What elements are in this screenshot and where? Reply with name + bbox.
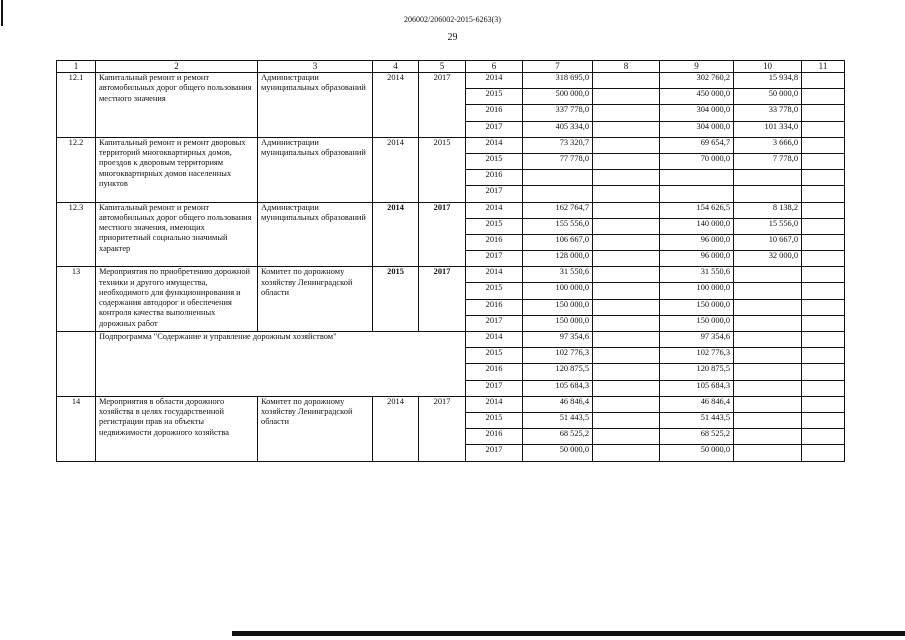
col8-amount: [593, 315, 660, 331]
start-year: 2014: [373, 202, 419, 267]
regional-budget-amount: 304 000,0: [660, 105, 734, 121]
start-year: 2014: [373, 396, 419, 461]
row-number: 14: [57, 396, 96, 461]
start-year: 2014: [373, 137, 419, 202]
local-budget-amount: 8 138,2: [734, 202, 802, 218]
executor-org: Администрации муниципальных образований: [258, 137, 373, 202]
measure-name: Капитальный ремонт и ремонт дворовых территорий многоквартирных домов, проездов к дворовым территориям многоквартирных домов населенных пунктов: [96, 137, 258, 202]
total-amount: 318 695,0: [523, 73, 593, 89]
funding-year: 2014: [466, 202, 523, 218]
funding-year: 2016: [466, 364, 523, 380]
total-amount: 120 875,5: [523, 364, 593, 380]
measure-name: Капитальный ремонт и ремонт автомобильных дорог общего пользования местного значения: [96, 73, 258, 138]
table-row: [57, 267, 845, 283]
column-header: 4: [373, 61, 419, 73]
local-budget-amount: [734, 364, 802, 380]
col8-amount: [593, 412, 660, 428]
col11-amount: [802, 380, 845, 396]
funding-year: 2017: [466, 380, 523, 396]
col8-amount: [593, 429, 660, 445]
column-header: 9: [660, 61, 734, 73]
col11-amount: [802, 429, 845, 445]
local-budget-amount: 101 334,0: [734, 121, 802, 137]
table-body: [57, 61, 845, 462]
col8-amount: [593, 251, 660, 267]
col11-amount: [802, 105, 845, 121]
local-budget-amount: [734, 186, 802, 202]
measure-name: Мероприятия по приобретению дорожной техники и другого имущества, необходимого для функционирования и содержания автодорог и обеспечения контроля качества выполненных дорожных работ: [96, 267, 258, 332]
funding-year: 2017: [466, 186, 523, 202]
col11-amount: [802, 89, 845, 105]
col11-amount: [802, 251, 845, 267]
table-row: [57, 202, 845, 218]
end-year: 2017: [419, 202, 466, 267]
total-amount: 405 334,0: [523, 121, 593, 137]
total-amount: 77 778,0: [523, 153, 593, 169]
regional-budget-amount: 96 000,0: [660, 251, 734, 267]
column-header: 3: [258, 61, 373, 73]
col11-amount: [802, 299, 845, 315]
local-budget-amount: [734, 348, 802, 364]
executor-org: Комитет по дорожному хозяйству Ленинградской области: [258, 396, 373, 461]
column-header: 8: [593, 61, 660, 73]
col8-amount: [593, 267, 660, 283]
col8-amount: [593, 380, 660, 396]
table-row: [57, 137, 845, 153]
local-budget-amount: [734, 170, 802, 186]
local-budget-amount: [734, 412, 802, 428]
end-year: 2017: [419, 396, 466, 461]
local-budget-amount: [734, 283, 802, 299]
funding-year: 2015: [466, 348, 523, 364]
col11-amount: [802, 412, 845, 428]
col11-amount: [802, 73, 845, 89]
regional-budget-amount: 102 776,3: [660, 348, 734, 364]
regional-budget-amount: 96 000,0: [660, 234, 734, 250]
col11-amount: [802, 121, 845, 137]
start-year: 2015: [373, 267, 419, 332]
col8-amount: [593, 445, 660, 461]
col11-amount: [802, 153, 845, 169]
local-budget-amount: 33 778,0: [734, 105, 802, 121]
col11-amount: [802, 137, 845, 153]
col8-amount: [593, 121, 660, 137]
col11-amount: [802, 186, 845, 202]
regional-budget-amount: 154 626,5: [660, 202, 734, 218]
regional-budget-amount: 105 684,3: [660, 380, 734, 396]
row-number: 12.2: [57, 137, 96, 202]
col8-amount: [593, 332, 660, 348]
local-budget-amount: 7 778,0: [734, 153, 802, 169]
funding-year: 2016: [466, 429, 523, 445]
regional-budget-amount: 150 000,0: [660, 315, 734, 331]
column-header-row: [57, 61, 845, 73]
start-year: 2014: [373, 73, 419, 138]
col11-amount: [802, 332, 845, 348]
col8-amount: [593, 396, 660, 412]
measure-name: Мероприятия в области дорожного хозяйства в целях государственной регистрации прав на объекты недвижимости дорожного хозяйства: [96, 396, 258, 461]
funding-year: 2014: [466, 73, 523, 89]
end-year: 2017: [419, 267, 466, 332]
col11-amount: [802, 364, 845, 380]
end-year: 2017: [419, 73, 466, 138]
total-amount: 106 667,0: [523, 234, 593, 250]
col11-amount: [802, 445, 845, 461]
funding-year: 2017: [466, 121, 523, 137]
executor-org: Комитет по дорожному хозяйству Ленинградской области: [258, 267, 373, 332]
program-funding-table: [56, 60, 845, 462]
regional-budget-amount: 140 000,0: [660, 218, 734, 234]
col8-amount: [593, 186, 660, 202]
total-amount: 162 764,7: [523, 202, 593, 218]
regional-budget-amount: 50 000,0: [660, 445, 734, 461]
column-header: 2: [96, 61, 258, 73]
total-amount: 68 525,2: [523, 429, 593, 445]
col11-amount: [802, 234, 845, 250]
regional-budget-amount: 150 000,0: [660, 299, 734, 315]
regional-budget-amount: 302 760,2: [660, 73, 734, 89]
local-budget-amount: 10 667,0: [734, 234, 802, 250]
funding-year: 2017: [466, 251, 523, 267]
local-budget-amount: 3 666,0: [734, 137, 802, 153]
funding-year: 2016: [466, 234, 523, 250]
executor-org: Администрации муниципальных образований: [258, 202, 373, 267]
local-budget-amount: [734, 315, 802, 331]
col8-amount: [593, 364, 660, 380]
regional-budget-amount: 51 443,5: [660, 412, 734, 428]
col8-amount: [593, 218, 660, 234]
col11-amount: [802, 348, 845, 364]
total-amount: 73 320,7: [523, 137, 593, 153]
table-row: [57, 332, 845, 348]
local-budget-amount: [734, 380, 802, 396]
col11-amount: [802, 267, 845, 283]
funding-year: 2017: [466, 315, 523, 331]
column-header: 1: [57, 61, 96, 73]
funding-year: 2016: [466, 105, 523, 121]
column-header: 10: [734, 61, 802, 73]
column-header: 11: [802, 61, 845, 73]
regional-budget-amount: 69 654,7: [660, 137, 734, 153]
table-row: [57, 73, 845, 89]
regional-budget-amount: 100 000,0: [660, 283, 734, 299]
executor-org: Администрации муниципальных образований: [258, 73, 373, 138]
total-amount: [523, 170, 593, 186]
regional-budget-amount: [660, 170, 734, 186]
col11-amount: [802, 396, 845, 412]
local-budget-amount: 50 000,0: [734, 89, 802, 105]
regional-budget-amount: 304 000,0: [660, 121, 734, 137]
col8-amount: [593, 283, 660, 299]
total-amount: 500 000,0: [523, 89, 593, 105]
total-amount: 100 000,0: [523, 283, 593, 299]
total-amount: 155 556,0: [523, 218, 593, 234]
funding-year: 2014: [466, 332, 523, 348]
regional-budget-amount: [660, 186, 734, 202]
funding-year: 2015: [466, 412, 523, 428]
total-amount: 97 354,6: [523, 332, 593, 348]
blank-number-cell: [57, 332, 96, 397]
column-header: 7: [523, 61, 593, 73]
regional-budget-amount: 68 525,2: [660, 429, 734, 445]
funding-year: 2016: [466, 299, 523, 315]
column-header: 6: [466, 61, 523, 73]
col8-amount: [593, 153, 660, 169]
funding-year: 2017: [466, 445, 523, 461]
column-header: 5: [419, 61, 466, 73]
local-budget-amount: [734, 267, 802, 283]
local-budget-amount: [734, 445, 802, 461]
funding-year: 2015: [466, 283, 523, 299]
scan-bottom-bar: [232, 631, 905, 636]
total-amount: 150 000,0: [523, 315, 593, 331]
row-number: 12.1: [57, 73, 96, 138]
total-amount: 128 000,0: [523, 251, 593, 267]
subprogram-title: Подпрограмма "Содержание и управление дорожным хозяйством": [96, 332, 466, 397]
total-amount: 51 443,5: [523, 412, 593, 428]
col11-amount: [802, 283, 845, 299]
col8-amount: [593, 137, 660, 153]
row-number: 12.3: [57, 202, 96, 267]
total-amount: [523, 186, 593, 202]
col8-amount: [593, 299, 660, 315]
funding-year: 2015: [466, 89, 523, 105]
col11-amount: [802, 218, 845, 234]
col11-amount: [802, 315, 845, 331]
col8-amount: [593, 202, 660, 218]
regional-budget-amount: 120 875,5: [660, 364, 734, 380]
table-row: [57, 396, 845, 412]
col11-amount: [802, 170, 845, 186]
total-amount: 150 000,0: [523, 299, 593, 315]
funding-year: 2016: [466, 170, 523, 186]
funding-year: 2014: [466, 267, 523, 283]
end-year: 2015: [419, 137, 466, 202]
local-budget-amount: 15 556,0: [734, 218, 802, 234]
col8-amount: [593, 89, 660, 105]
local-budget-amount: [734, 396, 802, 412]
regional-budget-amount: 450 000,0: [660, 89, 734, 105]
local-budget-amount: [734, 332, 802, 348]
regional-budget-amount: 31 550,6: [660, 267, 734, 283]
measure-name: Капитальный ремонт и ремонт автомобильных дорог общего пользования местного значения, имеющих приоритетный социально значимый характер: [96, 202, 258, 267]
total-amount: 105 684,3: [523, 380, 593, 396]
regional-budget-amount: 97 354,6: [660, 332, 734, 348]
col8-amount: [593, 234, 660, 250]
total-amount: 46 846,4: [523, 396, 593, 412]
col8-amount: [593, 73, 660, 89]
funding-year: 2014: [466, 396, 523, 412]
local-budget-amount: 32 000,0: [734, 251, 802, 267]
local-budget-amount: [734, 429, 802, 445]
total-amount: 31 550,6: [523, 267, 593, 283]
local-budget-amount: 15 934,8: [734, 73, 802, 89]
funding-year: 2014: [466, 137, 523, 153]
total-amount: 337 778,0: [523, 105, 593, 121]
col8-amount: [593, 348, 660, 364]
page-number: 29: [447, 32, 458, 43]
row-number: 13: [57, 267, 96, 332]
col11-amount: [802, 202, 845, 218]
regional-budget-amount: 46 846,4: [660, 396, 734, 412]
total-amount: 102 776,3: [523, 348, 593, 364]
regional-budget-amount: 70 000,0: [660, 153, 734, 169]
total-amount: 50 000,0: [523, 445, 593, 461]
col8-amount: [593, 105, 660, 121]
funding-year: 2015: [466, 153, 523, 169]
local-budget-amount: [734, 299, 802, 315]
col8-amount: [593, 170, 660, 186]
funding-year: 2015: [466, 218, 523, 234]
document-code: 206002/206002-2015-6263(3): [404, 15, 501, 24]
